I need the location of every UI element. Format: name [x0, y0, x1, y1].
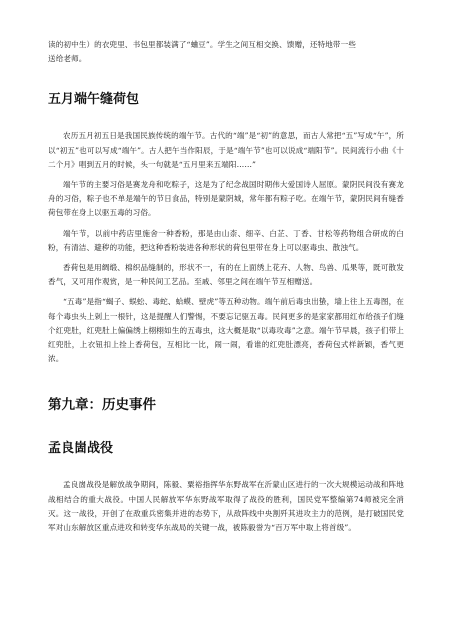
- section-title-dragon-boat: 五月端午缝荷包: [48, 92, 140, 108]
- paragraph-dragon-boat-2: 端午节的主要习俗是赛龙舟和吃粽子，这是为了纪念战国时期伟大爱国诗人屈原。蒙阴民间没有赛龙舟的习俗，粽子也不单是端午的节日食品，特别是蒙阴城，常年都有粽子吃。在端午节，蒙阴民间有缝香荷包带在身上以驱五毒的习俗。: [48, 180, 404, 218]
- section-title-menglianggu: 孟良崮战役: [48, 441, 114, 457]
- continuation-line-2: 送给老师。: [48, 54, 87, 64]
- paragraph-dragon-boat-1: 农历五月初五日是我国民族传统的端午节。古代的“端”是“初”的意思，而古人常把“五”写成“午”，所以“初五”也可以写成“端午”。古人把午当作阳辰，于是“端午节”也可以说成“端阳节”。民间流行小曲《十二个月》唱到五月的时候，头一句就是“五月里来五端阳……”: [48, 131, 404, 169]
- paragraph-dragon-boat-4: 香荷包是用绸缎、棉织品缝制的，形状不一，有的在上面绣上花卉、人物、鸟兽、瓜果等，既可散发香气，又可用作观赏，是一种民间工艺品。至戚、邻里之间在端午节互相赠送。: [48, 263, 404, 287]
- continuation-line-1: 读的初中生）的衣兜里、书包里都装满了“蛐豆”。学生之间互相交换、馈赠，还特地带一些: [48, 40, 357, 49]
- document-page: [48, 38, 404, 535]
- paragraph-menglianggu-1: 孟良崮战役是解放战争期间，陈毅、粟裕指挥华东野战军在沂蒙山区进行的一次大规模运动战和阵地战相结合的重大战役。中国人民解放军华东野战军取得了战役的胜利，国民党军整编第74师被完全消灭。这一战役，开创了在敌重兵密集并进的态势下，从敌阵线中央割歼其进攻主力的范例，是打破国民党军对山东解放区重点进攻和转变华东战局的关键一战，被陈毅誉为“百万军中取上将首级”。: [48, 480, 404, 533]
- chapter-title: 第九章：历史事件: [48, 397, 156, 414]
- paragraph-dragon-boat-5: “五毒”是指“蝎子、蜈蚣、毒蛇、蛤蟆、壁虎”等五种动物。端午前后毒虫出蛰，墙上往上五毒图，在每个毒虫头上剁上一根针，这是提醒人们警惕，不要忘记驱五毒。民间更多的是家家都用红布给孩子们缝个红兜肚，红兜肚上偏偏绣上栩栩如生的五毒虫，这大概是取“以毒攻毒”之意。端午节早晨，孩子们带上红兜肚，上衣钮扣上拴上香荷包，互相比一比，闹一闹，看谁的红兜肚漂亮，香荷包式样新颖，香气更浓。: [48, 297, 404, 364]
- paragraph-dragon-boat-3: 端午节，以前中药店里施舍一种香粉，那是由山柰、细辛、白芷、丁香、甘松等药物组合研成的白粉，有清洁、避秽的功能，把这种香粉装进各种形状的荷包里带在身上可以驱毒虫、散浊气。: [48, 228, 404, 252]
